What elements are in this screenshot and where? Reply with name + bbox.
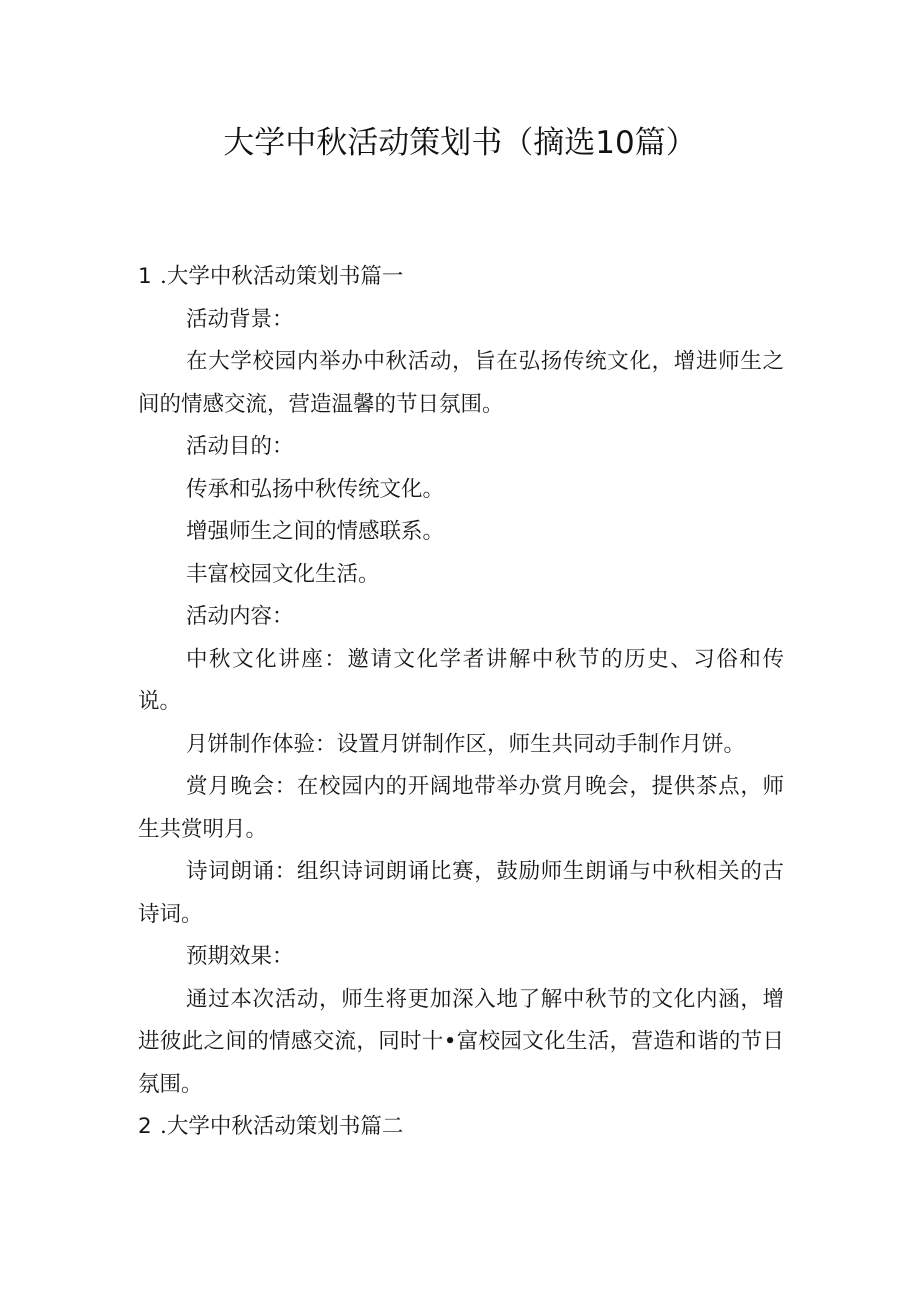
purpose-item: 丰富校园文化生活。 [186, 561, 380, 587]
section-1-number: 1 [138, 264, 152, 289]
content-label: 活动内容： [186, 604, 294, 629]
content-item-moon-party: 赏月晚会：在校园内的开阔地带举办赏月晚会，提供茶点，师生共赏明月。 [138, 774, 784, 842]
content-item-mooncake: 月饼制作体验：设置月饼制作区，师生共同动手制作月饼。 [186, 731, 746, 757]
section-2-heading-text: .大学中秋活动策划书篇二 [160, 1114, 404, 1139]
section-2-number: 2 [138, 1114, 152, 1139]
document-title: 大学中秋活动策划书（摘选10篇） [223, 125, 697, 161]
content-item-poetry: 诗词朗诵：组织诗词朗诵比赛，鼓励师生朗诵与中秋相关的古诗词。 [138, 859, 784, 927]
content-item-lecture: 中秋文化讲座：邀请文化学者讲解中秋节的历史、习俗和传说。 [138, 646, 784, 714]
effect-paragraph: 通过本次活动，师生将更加深入地了解中秋节的文化内涵，增进彼此之间的情感交流，同时十•富校园文化生活，营造和谐的节日氛围。 [138, 986, 784, 1097]
purpose-item: 传承和弘扬中秋传统文化。 [186, 476, 445, 502]
purpose-item: 增强师生之间的情感联系。 [186, 519, 445, 544]
purpose-label: 活动目的： [186, 434, 294, 459]
section-1-heading [138, 256, 784, 299]
background-label: 活动背景： [186, 306, 294, 332]
background-paragraph: 在大学校园内举办中秋活动，旨在弘扬传统文化，增进师生之间的情感交流，营造温馨的节日氛围。 [138, 349, 784, 417]
section-1-heading-text: .大学中秋活动策划书篇一 [160, 264, 404, 289]
effect-label: 预期效果： [186, 944, 294, 969]
document-body [138, 256, 784, 1149]
section-2-heading [138, 1106, 784, 1149]
